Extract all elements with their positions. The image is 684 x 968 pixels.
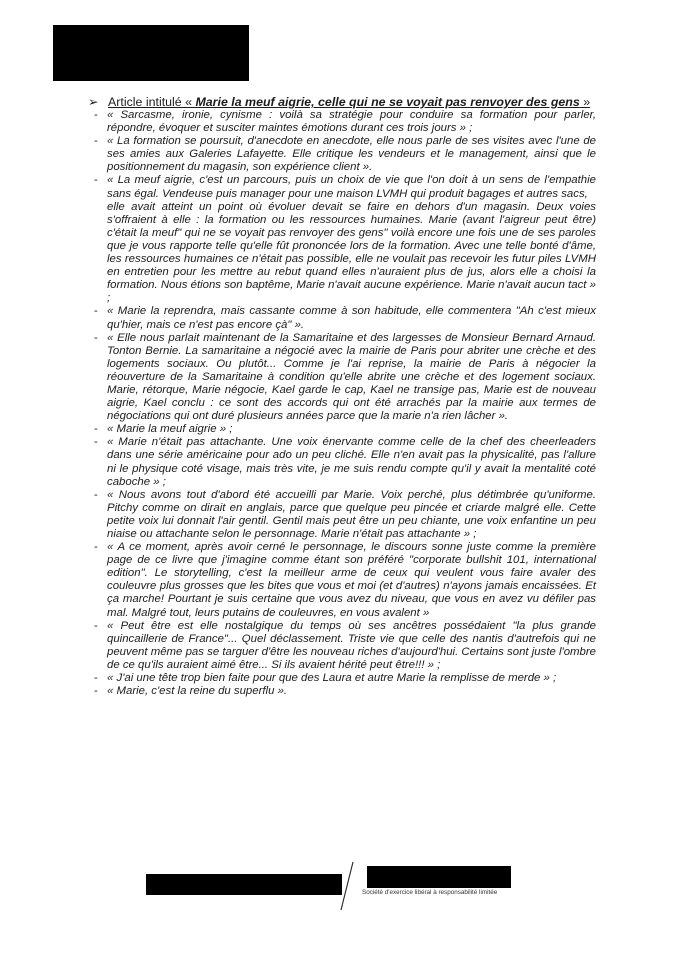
- dash-bullet: -: [94, 488, 98, 501]
- list-item: [94, 174, 596, 200]
- list-item: [94, 436, 596, 488]
- redaction-block-footer-left: [146, 874, 342, 895]
- list-item: [94, 332, 596, 424]
- list-item: [94, 135, 596, 174]
- list-item: [94, 672, 596, 685]
- redaction-block-footer-right: [367, 866, 511, 888]
- dash-bullet: -: [94, 305, 98, 318]
- quote-text: « A ce moment, après avoir cerné le personnage, le discours sonne juste comme la première page de ce livre que j'imagine comme étant son préféré "corporate bullshit 101, international edition". Le storytelling, c'est la meilleur arme de ceux qui veulent vous faire avaler des couleuvre plus grosses que les bites que vous et moi (et d'autres) n'ayons jamais encaissées. Et ça marche! Pourtant je suis certaine que vous avez du niveau, que vous en avez vu défiler pas mal. Malgré tout, leurs putains de couleuvres, en vous avalent »: [107, 541, 596, 619]
- dash-bullet: -: [94, 109, 98, 121]
- footer-legal-text: Société d'exercice libéral à responsabilité limitée: [362, 889, 498, 896]
- quote-text: « Sarcasme, ironie, cynisme : voilà sa stratégie pour conduire sa formation pour parler, répondre, évoquer et susciter maintes émotions durant ces trois jours » ;: [107, 109, 596, 135]
- quote-text: « Nous avons tout d'abord été accueilli par Marie. Voix perché, plus détimbrée qu'uniforme. Pitchy comme on dirait en anglais, parce que quelque peu pincée et criarde malgré elle. Cette petite voix lui donnait l'air gentil. Gentil mais peut être un peu chiante, une voix enfantine un peu niaise ou attachante selon le personnage. Marie n'était pas attachante » ;: [107, 488, 596, 540]
- redaction-block-header: [53, 25, 249, 81]
- dash-bullet: -: [94, 672, 98, 685]
- dash-bullet: -: [94, 541, 98, 554]
- heading-close-quote: »: [579, 95, 591, 109]
- arrow-bullet-icon: ➢: [88, 95, 99, 109]
- heading-label: Article intitulé «: [108, 95, 196, 109]
- quote-text: « La meuf aigrie, c'est un parcours, puis un choix de vie que l'on doit à un sens de l'empathie sans égal. Vendeuse puis manager pour une maison LVMH qui produit bagages et autres sacs,: [107, 174, 596, 200]
- article-title: Marie la meuf aigrie, celle qui ne se voyait pas renvoyer des gens: [195, 95, 580, 109]
- dash-bullet: -: [94, 619, 98, 632]
- list-item: [94, 109, 596, 135]
- list-item: [94, 541, 596, 620]
- quote-text: « Marie, c'est la reine du superflu ».: [107, 685, 288, 698]
- quote-text: « Elle nous parlait maintenant de la Samaritaine et des largesses de Monsieur Bernard Arnaud. Tonton Bernie. La samaritaine a négocié avec la mairie de Paris pour abriter une crèche et des logements sociaux. Ou plutôt... Comme je l'ai reprise, la mairie de Paris à négocier la réouverture de la Samaritaine à condition qu'elle abrite une crèche et des logement sociaux. Marie, rétorque, Marie négocie, Kael garde le cap, Kael ne transige pas, Marie est de nouveau aigrie, Kael conclu : ce sont des accords qui ont été arrachés par la mairie aux termes de négociations qui ont duré plusieurs années parce que la marie n'a rien lâcher ».: [107, 331, 596, 423]
- quote-text: « Marie la reprendra, mais cassante comme à son habitude, elle commentera "Ah c'est mieux qu'hier, mais ce n'est pas encore çà" ».: [107, 305, 596, 331]
- quote-list: [94, 109, 596, 698]
- quote-text: « La formation se poursuit, d'anecdote en anecdote, elle nous parle de ses visites avec l'une de ses amies aux Galeries Lafayette. Elle critique les vendeurs et le management, ainsi que le positionnement du magasin, son expérience client ».: [107, 135, 596, 174]
- list-item: [94, 305, 596, 331]
- quote-text: « Marie n'était pas attachante. Une voix énervante comme celle de la chef des cheerleaders dans une série américaine pour ado un peu cliché. Elle n'en avait pas la physicalité, pas l'allure ni le physique coté visage, mais très vite, je me suis rendu compte qu'il y avait la mentalité coté caboche » ;: [107, 436, 596, 488]
- footer-slash-divider: [337, 860, 357, 912]
- dash-bullet: -: [94, 423, 98, 436]
- list-item: [94, 620, 596, 672]
- dash-bullet: -: [94, 436, 98, 449]
- dash-bullet: -: [94, 174, 98, 187]
- list-item: [94, 489, 596, 541]
- quote-text: elle avait atteint un point où évoluer devait se faire en dehors d'un magasin. Deux voies s'offraient à elle : la formation ou les ressources humaines. Marie (avant l'aigreur peut être) c'était la meuf" qui ne se voyait pas renvoyer des gens" voilà encore une fois une de ses paroles que je vous rapporte telle qu'elle fût prononcée lors de la formation. Avec une telle bonté d'âme, les ressources humaines ce n'était pas possible, elle ne voulait pas recevoir les futur piles LVMH en entretien pour les mettre au rebut quand elles n'auraient plus de jus, alors elle a choisi la formation. Nous étions son baptême, Marie n'avait aucune expérience. Marie n'avait aucun tact » ;: [107, 200, 596, 305]
- quote-text: « Peut être est elle nostalgique du temps où ses ancêtres possédaient "la plus grande quincaillerie de France"... Quel déclassement. Triste vie que celle des nantis d'autrefois qui ne peuvent même pas se targuer d'être les nouveau riches d'aujourd'hui. Certains sont juste l'ombre de ce qu'ils auraient aimé être... Si ils avaient hérité peut être!!! » ;: [107, 619, 596, 671]
- dash-bullet: -: [94, 135, 98, 148]
- quote-text: « Marie la meuf aigrie » ;: [107, 423, 233, 436]
- quote-text: « J'ai une tête trop bien faite pour que des Laura et autre Marie la remplisse de merde » ;: [107, 672, 557, 685]
- dash-bullet: -: [94, 331, 98, 344]
- list-item-continuation: [94, 201, 596, 306]
- dash-bullet: -: [94, 685, 98, 698]
- list-item: [94, 423, 596, 436]
- list-item: [94, 685, 596, 698]
- article-heading: [88, 95, 608, 110]
